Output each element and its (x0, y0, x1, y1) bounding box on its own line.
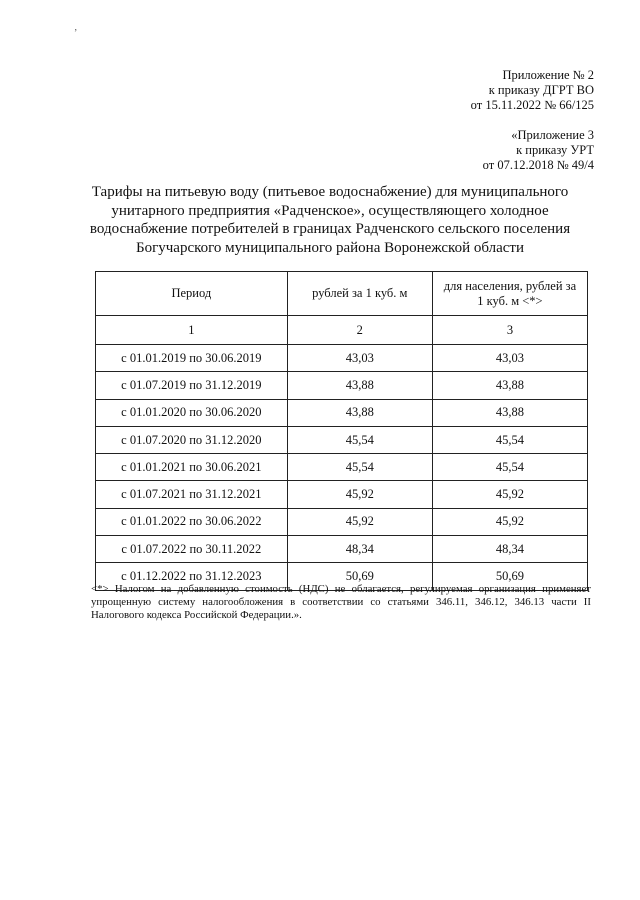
cell-rate: 45,92 (287, 508, 432, 535)
cell-population-rate: 45,54 (432, 454, 587, 481)
cell-rate: 45,54 (287, 454, 432, 481)
cell-rate: 43,03 (287, 345, 432, 372)
document-title (80, 183, 580, 257)
cell-period: с 01.01.2021 по 30.06.2021 (96, 454, 288, 481)
cell-period: с 01.01.2019 по 30.06.2019 (96, 345, 288, 372)
appendix-current-block (471, 68, 594, 113)
title-line3: водоснабжение потребителей в границах Радченского сельского поселения (89, 221, 571, 237)
tariff-table (95, 271, 588, 591)
cell-rate: 50,69 (287, 563, 432, 590)
appendix-original-line1: «Приложение 3 (511, 128, 594, 142)
cell-population-rate: 45,92 (432, 508, 587, 535)
appendix-current-line2: к приказу ДГРТ ВО (488, 83, 594, 97)
column-number-1: 1 (96, 316, 288, 345)
table-row (96, 426, 588, 453)
table-row (96, 372, 588, 399)
header-population-line2: 1 куб. м <*> (477, 293, 543, 308)
cell-period: с 01.12.2022 по 31.12.2023 (96, 563, 288, 590)
column-number-3: 3 (432, 316, 587, 345)
cell-rate: 43,88 (287, 399, 432, 426)
cell-population-rate: 43,03 (432, 345, 587, 372)
cell-period: с 01.07.2022 по 30.11.2022 (96, 536, 288, 563)
table-row (96, 481, 588, 508)
header-population (432, 272, 587, 316)
title-line2: унитарного предприятия «Радченское», осуществляющего холодное (111, 202, 549, 219)
cell-period: с 01.01.2020 по 30.06.2020 (96, 399, 288, 426)
cell-rate: 48,34 (287, 536, 432, 563)
cell-population-rate: 45,54 (432, 426, 587, 453)
cell-population-rate: 45,92 (432, 481, 587, 508)
cell-rate: 43,88 (287, 372, 432, 399)
cell-population-rate: 50,69 (432, 563, 587, 590)
table-row (96, 399, 588, 426)
table-row (96, 454, 588, 481)
cell-rate: 45,54 (287, 426, 432, 453)
table-row (96, 508, 588, 535)
cell-period: с 01.07.2020 по 31.12.2020 (96, 426, 288, 453)
appendix-original-line3: от 07.12.2018 № 49/4 (482, 158, 594, 172)
table-header-row (96, 272, 588, 316)
title-line1: Тарифы на питьевую воду (питьевое водоснабжение) для муниципального (91, 184, 569, 200)
appendix-current-line3: от 15.11.2022 № 66/125 (470, 98, 594, 112)
appendix-current-line1: Приложение № 2 (502, 68, 594, 82)
title-line4: Богучарского муниципального района Воронежской области (136, 239, 524, 256)
cell-population-rate: 43,88 (432, 372, 587, 399)
column-number-row (96, 316, 588, 345)
column-number-2: 2 (287, 316, 432, 345)
footnote: <*> Налогом на добавленную стоимость (НДС) не облагается, регулируемая организация применяет упрощенную систему налогообложения в соответствии со статьями 346.11, 346.12, 346.13 части II Налогового кодекса Российской Федерации.». (91, 583, 591, 621)
table-row (96, 536, 588, 563)
header-population-line1: для населения, рублей за (443, 278, 577, 293)
appendix-original-line2: к приказу УРТ (516, 143, 594, 157)
header-period: Период (96, 272, 288, 316)
cell-population-rate: 48,34 (432, 536, 587, 563)
cell-period: с 01.07.2019 по 31.12.2019 (96, 372, 288, 399)
cell-population-rate: 43,88 (432, 399, 587, 426)
cell-period: с 01.07.2021 по 31.12.2021 (96, 481, 288, 508)
table-row (96, 345, 588, 372)
header-rub-per-m3: рублей за 1 куб. м (287, 272, 432, 316)
corner-mark: ʼ (74, 28, 78, 39)
appendix-original-block (483, 128, 594, 173)
cell-period: с 01.01.2022 по 30.06.2022 (96, 508, 288, 535)
cell-rate: 45,92 (287, 481, 432, 508)
